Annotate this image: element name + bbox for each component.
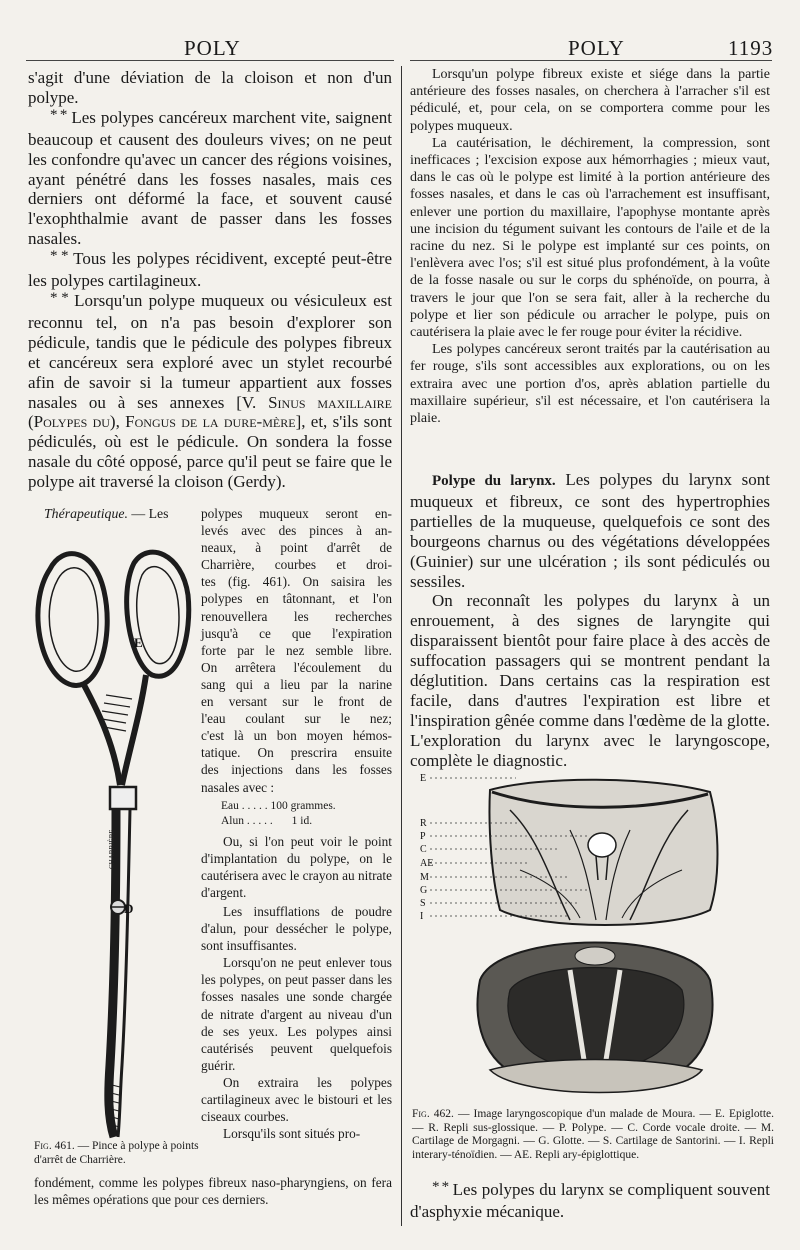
recipe-quantity: 100 bbox=[270, 799, 288, 812]
cross-reference-fongus[interactable]: Fongus de la dure-mère bbox=[125, 412, 296, 432]
figure-462-label-r: R bbox=[420, 818, 427, 829]
figure-462-label-g: G bbox=[420, 885, 428, 896]
figure-462-label-m: M bbox=[420, 872, 429, 883]
recipe-row-eau bbox=[221, 799, 392, 814]
paragraph-text: ], et, s'ils sont pédiculés, où est le pédicule. On sondera la fosse nasale du côté opposé, parce qu'il peut se faire que le polype ait traversé la cloison (Gerdy). bbox=[28, 412, 393, 492]
figure-461-label-d: D bbox=[124, 901, 134, 916]
asterism-mark: * * bbox=[50, 289, 68, 306]
text-line: jusqu'à ce que l'expiration bbox=[201, 625, 392, 641]
text-line: nasales avec : bbox=[201, 779, 275, 795]
text-line: renouvellera les recherches bbox=[201, 608, 392, 624]
text-line: tes (fig. 461). On saisira les bbox=[201, 574, 392, 590]
paragraph-text: Les polypes du larynx se compliquent souvent d'asphyxie mécanique. bbox=[410, 1180, 771, 1221]
figure-461-caption bbox=[34, 1140, 204, 1167]
asterism-mark: * * bbox=[50, 106, 67, 123]
cross-reference-sinus[interactable]: Sinus maxillaire (Polypes du) bbox=[28, 392, 393, 432]
paragraph-exploration-pedicule bbox=[28, 291, 392, 492]
paragraph-deviation: s'agit d'une déviation de la cloison et non d'un polype. bbox=[28, 68, 392, 107]
running-head-right: POLY bbox=[568, 36, 625, 60]
paragraph-nitrate: Ou, si l'on peut voir le point d'implantation du polype, on le cautérisera avec le crayon au nitrate d'argent. bbox=[201, 833, 392, 900]
figure-462-label-p: P bbox=[420, 831, 426, 842]
figure-461-label-e: E bbox=[134, 635, 143, 650]
text-line: en versant sur le front de bbox=[201, 694, 392, 710]
figure-462-label-i: I bbox=[420, 911, 424, 922]
right-column-top bbox=[410, 66, 770, 427]
therapeutic-column bbox=[201, 505, 392, 1142]
figure-number: Fig. 461. bbox=[34, 1140, 75, 1152]
figure-462-caption bbox=[412, 1108, 774, 1162]
text-line: Lorsqu'ils sont situés pro- bbox=[223, 1126, 361, 1142]
paragraph-recidive bbox=[28, 249, 392, 291]
text-line: polypes en tâtonnant, et l'on bbox=[201, 591, 392, 607]
paragraph-asphyxie bbox=[410, 1180, 770, 1222]
figure-462-label-ae: AE bbox=[420, 858, 434, 869]
paragraph-larynx-diagnostic: On reconnaît les polypes du larynx à un enrouement, à des signes de laryngite qui disparaissent bientôt pour faire place à des accès de suffocation passagers qui se montrent pendant la déglutition. Dans certains cas la respiration est facile, dans d'autres l'expiration est libre et l'inspiration gênée comme dans l'œdème de la glotte. L'exploration du larynx avec le laryngoscope, complète le diagnostic. bbox=[410, 591, 770, 770]
figure-number: Fig. 462. bbox=[412, 1108, 454, 1120]
text-line: des injections dans les fosses bbox=[201, 762, 392, 778]
paragraph-text: Tous les polypes récidivent, excepté peut-être les polypes cartilagineux. bbox=[28, 249, 393, 291]
figure-462-laryngoscopic-illustration bbox=[420, 770, 770, 1105]
section-heading-therapeutique: Thérapeutique. bbox=[44, 506, 128, 521]
text-line: Charrière, courbes et droi- bbox=[201, 557, 392, 573]
text-line: forte par le nez semble libre. bbox=[201, 642, 392, 658]
paragraph-cartilagineux: On extraira les polypes cartilagineux avec le bistouri et les ciseaux courbes. bbox=[201, 1074, 392, 1125]
page-number: 1193 bbox=[728, 36, 774, 60]
figure-462-label-s: S bbox=[420, 898, 426, 909]
paragraph-cauterisation: La cautérisation, le déchirement, la compression, sont inefficaces ; l'excision expose aux hémorrhagies ; mieux vaut, dans le cas où le polype est limité à la portion antérieure des fosses nasales, et dans le cas où l'arrachement est insuffisant, enlever une portion du maxillaire, l'apophyse montante après une incision du tégument suivant les contours de l'aile et de la racine du nez. Si le polype est implanté sur ces points, on l'enlèvera avec l'os; s'il est situé plus profondément, à la voûte de la fosse nasale ou sur le corps du sphénoïde, on pourra, à travers le jour que l'on se sera fait, aller à la recherche du polype et lier son pédicule ou arracher le polype, puis on cautérisera la plaie avec le fer rouge pour éviter la récidive. bbox=[410, 135, 770, 341]
caption-text: — Pince à polype à points d'arrêt de Charrière. bbox=[34, 1140, 199, 1166]
paragraph-cancereux-traitement: Les polypes cancéreux seront traités par la cautérisation au fer rouge, s'ils sont accessibles aux explorations, ou on les extraira avec une portion d'os, après ablation partielle du maxillaire supérieur, s'il est nécessaire, et l'on cautérisera la plaie. bbox=[410, 342, 770, 427]
section-heading-larynx: Polype du larynx. bbox=[432, 473, 556, 489]
figure-462-label-e: E bbox=[420, 773, 427, 784]
therapeutic-continuation: fondément, comme les polypes fibreux naso-pharyngiens, on fera les mêmes opérations que pour ces derniers. bbox=[34, 1175, 392, 1208]
text-line: levés avec des pinces à an- bbox=[201, 523, 392, 539]
figure-461-maker-stamp: CHARRIÈRE bbox=[108, 829, 116, 869]
paragraph-text: Lorsqu'un polype muqueux ou vésiculeux est reconnu tel, on n'a pas besoin d'explorer son pédicule, tandis que le pédicule des polypes fibreux et cancéreux sera exploré avec un stylet recourbé afin de savoir si la tumeur appartient aux fosses nasales ou à ses annexes [V. bbox=[28, 290, 393, 412]
recipe-dots: . . . . . bbox=[241, 799, 268, 812]
paragraph-sonde: Lorsqu'on ne peut enlever tous les polypes, on peut passer dans les fosses nasales une sonde chargée de nitrate d'argent au niveau d'un de ses yeux. Les polypes ainsi cautérisés peuvent quelquefois guérir. bbox=[201, 955, 392, 1073]
paragraph-text: Les polypes cancéreux marchent vite, saignent beaucoup et causent des douleurs vives; on ne peut les confondre qu'avec un cancer des régions voisines, ayant pénétré dans les fosses nasales, mais ces derniers ont déformé la face, et souvent causé l'exophthalmie avant de passer dans les fosses nasales. bbox=[28, 107, 392, 249]
text-line: c'est là un bon moyen hémos- bbox=[201, 728, 392, 744]
larynx-section bbox=[410, 470, 770, 771]
caption-text: — Image laryngoscopique d'un malade de Moura. — E. Epiglotte. — R. Repli sus-glossique. — P. Polype. — C. Corde vocale droite. — M. Cartilage de Morgagni. — G. Glotte. — S. Cartilage de Santorini. — I. Repli interary-ténoïdien. — AE. Repli ary-épiglottique. bbox=[412, 1108, 775, 1161]
recipe-dots: . . . . . bbox=[246, 814, 273, 827]
running-head-left: POLY bbox=[184, 36, 241, 60]
column-divider bbox=[401, 66, 402, 1226]
recipe-unit: id. bbox=[300, 814, 313, 827]
lead-dash: — Les bbox=[131, 506, 169, 521]
text-line: l'eau coulant sur le nez; bbox=[201, 711, 392, 727]
recipe-name: Alun bbox=[221, 814, 244, 827]
paragraph-larynx-intro bbox=[410, 470, 770, 591]
text-line: neaux, à point d'arrêt de bbox=[201, 540, 392, 556]
text-line: sang qui a lieu par la narine bbox=[201, 676, 392, 692]
paragraph-insufflations: Les insufflations de poudre d'alun, pour dessécher le polype, sont insuffisantes. bbox=[201, 903, 392, 954]
paragraph-text: Les polypes du larynx sont muqueux et fibreux, ce sont des hypertrophies partielles de la muqueuse, quelquefois ce sont des bourgeons charnus ou des végétations développées (Guinier) sur une ulcération ; ils sont pédiculés ou sessiles. bbox=[410, 470, 771, 591]
recipe-row-alun bbox=[221, 814, 392, 829]
asterism-mark: * * bbox=[50, 248, 68, 265]
recipe-unit: grammes. bbox=[290, 799, 336, 812]
recipe-list bbox=[201, 799, 392, 829]
text-line: polypes muqueux seront en- bbox=[201, 506, 392, 521]
figure-462-label-c: C bbox=[420, 844, 427, 855]
paragraph-polype-fibreux: Lorsqu'un polype fibreux existe et siége dans la partie antérieure des fosses nasales, on cherchera à l'arracher s'il est pédiculé, et, pour cela, on se comportera comme pour les polypes muqueux. bbox=[410, 67, 770, 134]
left-column-top bbox=[28, 68, 392, 492]
header-rule-right bbox=[410, 60, 772, 61]
text-line: tatique. On prescrira ensuite bbox=[201, 745, 392, 761]
asterism-mark: * * bbox=[432, 1179, 449, 1195]
therapeutic-lead bbox=[44, 505, 196, 522]
recipe-quantity: 1 bbox=[291, 814, 298, 827]
text-line: On arrêtera l'écoulement du bbox=[201, 659, 392, 675]
separator: , bbox=[115, 412, 120, 432]
paragraph-polypes-cancereux bbox=[28, 108, 392, 249]
header-rule-left bbox=[26, 60, 394, 61]
figure-461-forceps-illustration bbox=[22, 525, 202, 1145]
recipe-name: Eau bbox=[221, 799, 239, 812]
